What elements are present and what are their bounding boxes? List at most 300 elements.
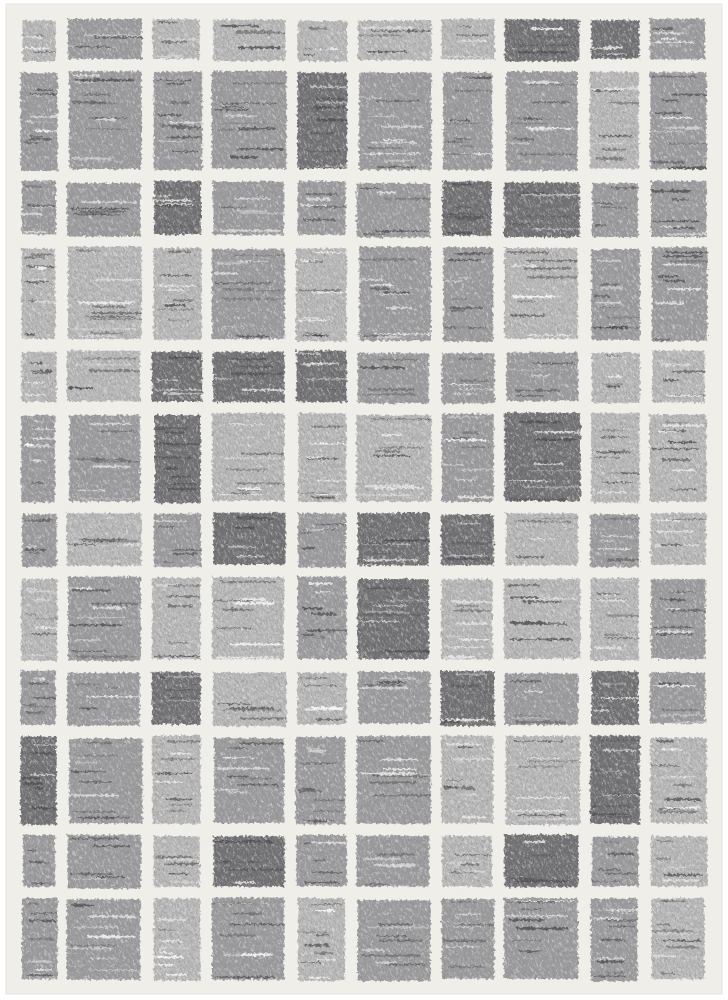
- shag-streak: [93, 461, 140, 462]
- shag-streak: [311, 613, 336, 615]
- shag-streak: [655, 112, 682, 114]
- shag-streak: [597, 961, 625, 963]
- shag-streak: [33, 633, 52, 635]
- shag-streak: [461, 380, 488, 382]
- shag-streak: [592, 90, 620, 91]
- shag-streak: [362, 97, 383, 98]
- shag-streak: [454, 78, 473, 79]
- shag-streak: [32, 883, 47, 885]
- shag-streak: [237, 483, 283, 485]
- rug-tile: [592, 353, 640, 403]
- rug-tile: [21, 671, 56, 725]
- shag-streak: [223, 458, 277, 459]
- shag-streak: [606, 559, 639, 561]
- tile-texture-light: [298, 577, 347, 659]
- shag-streak: [527, 276, 578, 278]
- shag-streak: [604, 634, 623, 636]
- shag-streak: [377, 192, 396, 194]
- shag-streak: [213, 378, 233, 379]
- shag-streak: [448, 214, 487, 215]
- shag-streak: [516, 797, 570, 799]
- shag-streak: [28, 205, 55, 207]
- shag-streak: [220, 934, 256, 936]
- shag-streak: [653, 627, 693, 629]
- shag-streak: [95, 877, 126, 878]
- tile-texture-light: [68, 835, 141, 889]
- shag-streak: [377, 866, 414, 867]
- shag-streak: [514, 715, 543, 716]
- shag-streak: [670, 519, 706, 520]
- shag-streak: [361, 543, 392, 544]
- shag-streak: [161, 41, 187, 43]
- shag-streak: [166, 700, 200, 701]
- shag-streak: [450, 120, 470, 121]
- shag-streak: [525, 691, 545, 693]
- shag-streak: [359, 494, 413, 496]
- shag-streak: [93, 970, 137, 971]
- shag-streak: [316, 389, 346, 390]
- rug-tile: [68, 19, 142, 59]
- shag-streak: [165, 859, 200, 860]
- shag-streak: [360, 279, 384, 281]
- shag-streak: [168, 488, 199, 490]
- shag-streak: [230, 924, 284, 925]
- tile-texture-light: [651, 738, 707, 823]
- shag-streak: [365, 883, 388, 885]
- tile-texture-light: [154, 899, 200, 981]
- shag-streak: [306, 193, 337, 195]
- shag-streak: [368, 927, 429, 928]
- shag-streak: [158, 929, 172, 931]
- shag-streak: [242, 840, 271, 842]
- shag-streak: [29, 920, 56, 922]
- tile-texture-light: [358, 21, 431, 61]
- shag-streak: [214, 273, 238, 275]
- rug-tile: [358, 513, 429, 565]
- shag-streak: [72, 158, 113, 160]
- shag-streak: [595, 224, 607, 226]
- shag-streak: [509, 499, 567, 501]
- shag-streak: [94, 540, 137, 542]
- shag-streak: [453, 253, 487, 255]
- shag-streak: [444, 123, 483, 124]
- shag-streak: [154, 655, 194, 657]
- rug-tile: [591, 20, 639, 59]
- shag-streak: [159, 141, 185, 142]
- shag-streak: [515, 721, 566, 723]
- shag-streak: [527, 335, 573, 336]
- shag-streak: [307, 748, 321, 749]
- shag-streak: [599, 430, 625, 431]
- tile-texture-light: [67, 899, 140, 979]
- shag-streak: [307, 378, 347, 380]
- shag-streak: [453, 542, 493, 544]
- shag-streak: [304, 219, 337, 221]
- shag-streak: [456, 207, 471, 208]
- shag-streak: [609, 187, 638, 189]
- rug-tile: [68, 577, 140, 661]
- rug-tile: [296, 248, 347, 341]
- shag-streak: [602, 795, 639, 796]
- shag-streak: [358, 35, 403, 36]
- shag-streak: [532, 855, 556, 857]
- shag-streak: [376, 854, 415, 856]
- shag-streak: [456, 914, 480, 915]
- shag-streak: [32, 370, 53, 372]
- shag-streak: [516, 556, 544, 558]
- tile-texture-light: [152, 578, 200, 659]
- shag-streak: [165, 689, 200, 690]
- shag-streak: [653, 955, 676, 957]
- shag-streak: [456, 674, 488, 676]
- shag-streak: [359, 188, 381, 189]
- shag-streak: [372, 230, 427, 231]
- shag-streak: [656, 302, 685, 304]
- shag-streak: [303, 335, 329, 336]
- shag-streak: [25, 231, 46, 233]
- rug-tile: [298, 21, 347, 62]
- shag-streak: [511, 810, 571, 812]
- shag-streak: [31, 913, 58, 914]
- shag-streak: [533, 518, 577, 519]
- tile-texture-light: [359, 73, 431, 170]
- shag-streak: [670, 599, 686, 601]
- rug-tile: [67, 351, 140, 401]
- shag-streak: [29, 938, 54, 940]
- tile-texture-light: [590, 72, 639, 169]
- rug-tile: [505, 835, 579, 888]
- shag-streak: [384, 139, 407, 141]
- shag-streak: [457, 40, 487, 42]
- rug-tile: [591, 413, 639, 502]
- shag-streak: [592, 881, 620, 882]
- shag-streak: [297, 678, 328, 679]
- shag-streak: [154, 957, 168, 958]
- shag-streak: [657, 840, 672, 841]
- shag-streak: [92, 603, 137, 605]
- shag-streak: [372, 455, 409, 457]
- tile-texture-light: [651, 837, 708, 887]
- shag-streak: [670, 489, 697, 490]
- shag-streak: [22, 705, 35, 706]
- shag-streak: [600, 437, 630, 438]
- rug-tile: [154, 72, 202, 170]
- shag-streak: [164, 561, 176, 562]
- tile-texture-light: [21, 415, 55, 502]
- shag-streak: [24, 382, 45, 383]
- shag-streak: [86, 129, 133, 130]
- shag-streak: [217, 627, 252, 628]
- shag-streak: [606, 317, 640, 319]
- shag-streak: [155, 200, 191, 202]
- shag-streak: [459, 871, 485, 873]
- rug-tile: [69, 739, 142, 824]
- rug-tile: [298, 513, 346, 567]
- shag-streak: [442, 656, 475, 658]
- shag-streak: [299, 532, 311, 534]
- shag-streak: [448, 384, 481, 385]
- shag-streak: [77, 617, 128, 618]
- shag-streak: [366, 588, 411, 590]
- shag-streak: [515, 389, 560, 391]
- rug-tile: [213, 20, 285, 61]
- shag-streak: [231, 493, 250, 495]
- tile-texture-light: [506, 352, 578, 401]
- shag-streak: [519, 951, 542, 953]
- rug-tile: [155, 415, 201, 503]
- shag-streak: [302, 547, 316, 549]
- shag-streak: [373, 864, 416, 866]
- shag-streak: [507, 584, 541, 586]
- shag-streak: [512, 718, 549, 719]
- rug-tile: [442, 414, 494, 502]
- shag-streak: [92, 306, 127, 308]
- shag-streak: [225, 115, 257, 117]
- shag-streak: [600, 540, 614, 541]
- tile-texture-light: [442, 19, 495, 59]
- tile-texture-light: [442, 414, 494, 502]
- shag-streak: [598, 869, 620, 871]
- shag-streak: [451, 685, 478, 687]
- shag-streak: [78, 336, 117, 337]
- shag-streak: [222, 107, 244, 108]
- shag-streak: [221, 230, 280, 232]
- shag-streak: [34, 421, 45, 422]
- shag-streak: [34, 52, 56, 53]
- shag-streak: [300, 932, 329, 933]
- shag-streak: [603, 482, 634, 483]
- shag-streak: [237, 261, 269, 262]
- shag-streak: [297, 320, 331, 321]
- shag-streak: [597, 260, 621, 262]
- shag-streak: [458, 924, 494, 925]
- shag-streak: [313, 821, 328, 822]
- shag-streak: [72, 590, 111, 592]
- shag-streak: [222, 757, 254, 758]
- shag-streak: [594, 203, 611, 204]
- shag-streak: [32, 207, 54, 208]
- shag-streak: [158, 948, 188, 949]
- shag-streak: [165, 432, 184, 434]
- shag-streak: [167, 137, 202, 139]
- rug-tile: [504, 673, 578, 725]
- shag-streak: [22, 213, 42, 215]
- shag-streak: [532, 461, 563, 462]
- shag-streak: [72, 101, 106, 103]
- shag-streak: [315, 166, 347, 167]
- shag-streak: [386, 307, 412, 309]
- shag-streak: [381, 126, 422, 128]
- shag-streak: [443, 786, 472, 788]
- shag-streak: [311, 904, 342, 905]
- shag-streak: [592, 805, 630, 807]
- shag-streak: [172, 476, 191, 478]
- shag-streak: [27, 712, 45, 714]
- shag-streak: [95, 279, 142, 281]
- shag-streak: [74, 364, 131, 365]
- shag-streak: [317, 480, 346, 481]
- rug-tile: [212, 413, 284, 501]
- rug-tile: [592, 837, 639, 886]
- shag-streak: [651, 765, 679, 766]
- shag-streak: [307, 631, 322, 632]
- rug-tile: [67, 673, 140, 726]
- shag-streak: [29, 683, 49, 685]
- rug-tile: [298, 577, 347, 659]
- shag-streak: [651, 28, 673, 30]
- shag-streak: [214, 657, 274, 659]
- shag-streak: [595, 157, 624, 159]
- tile-texture-light: [67, 183, 140, 236]
- tile-texture-light: [504, 579, 580, 659]
- shag-streak: [516, 928, 568, 930]
- shag-streak: [673, 784, 692, 786]
- shag-streak: [609, 926, 634, 927]
- rug-tile: [69, 415, 140, 502]
- shag-streak: [75, 762, 98, 764]
- shag-streak: [456, 523, 480, 524]
- shag-streak: [165, 83, 185, 84]
- shag-streak: [24, 281, 49, 282]
- shag-streak: [521, 194, 580, 196]
- rug-tile: [505, 19, 580, 61]
- shag-streak: [359, 621, 399, 623]
- rug-tile: [590, 72, 639, 169]
- shag-streak: [316, 959, 336, 961]
- shag-streak: [30, 279, 47, 280]
- shag-streak: [301, 788, 314, 790]
- shag-streak: [380, 759, 417, 761]
- rug-tile: [505, 248, 578, 339]
- shag-streak: [453, 927, 483, 928]
- rug-tile: [441, 579, 492, 659]
- tile-texture-light: [213, 182, 284, 235]
- tile-texture-light: [214, 513, 286, 565]
- shag-streak: [365, 485, 414, 487]
- shag-streak: [172, 553, 197, 555]
- shag-streak: [167, 605, 193, 607]
- shag-streak: [667, 395, 701, 397]
- shag-streak: [652, 131, 685, 132]
- shag-streak: [26, 36, 41, 38]
- shag-streak: [454, 138, 471, 139]
- shag-streak: [32, 438, 54, 440]
- shag-streak: [459, 389, 495, 390]
- rug-tile: [506, 736, 580, 825]
- shag-streak: [164, 676, 200, 678]
- shag-streak: [89, 370, 140, 372]
- shag-streak: [158, 309, 194, 310]
- shag-streak: [239, 598, 267, 600]
- shag-streak: [169, 873, 189, 875]
- shag-streak: [163, 468, 178, 470]
- shag-streak: [516, 395, 544, 397]
- shag-streak: [238, 47, 281, 49]
- shag-streak: [362, 955, 421, 957]
- shag-streak: [374, 450, 400, 452]
- rug-tile: [298, 898, 345, 981]
- shag-streak: [238, 490, 259, 491]
- shag-streak: [603, 750, 637, 752]
- rug-tile: [650, 72, 706, 169]
- shag-streak: [592, 918, 623, 920]
- rug-tile: [505, 413, 581, 501]
- shag-streak: [33, 599, 52, 600]
- rug-tile: [359, 73, 431, 170]
- tile-texture-light: [22, 249, 56, 339]
- shag-streak: [230, 156, 259, 158]
- rug-tile: [358, 672, 430, 724]
- rug-tile: [357, 415, 432, 501]
- rug-tile: [67, 513, 142, 565]
- shag-streak: [364, 858, 400, 860]
- shag-streak: [510, 224, 531, 225]
- shag-streak: [386, 964, 426, 965]
- shag-streak: [304, 685, 336, 686]
- shag-streak: [235, 882, 255, 884]
- tile-texture-light: [504, 898, 578, 979]
- shag-streak: [304, 882, 339, 884]
- shag-streak: [601, 536, 634, 537]
- shag-streak: [460, 447, 489, 449]
- shag-streak: [663, 940, 701, 942]
- shag-streak: [462, 469, 494, 471]
- shag-streak: [361, 772, 417, 774]
- shag-streak: [161, 646, 176, 647]
- shag-streak: [532, 102, 570, 103]
- shag-streak: [507, 369, 541, 370]
- shag-streak: [656, 740, 673, 742]
- shag-streak: [511, 314, 546, 316]
- shag-streak: [225, 469, 268, 471]
- shag-streak: [520, 909, 544, 910]
- rug-tile: [213, 182, 284, 235]
- shag-streak: [315, 494, 341, 495]
- shag-streak: [533, 363, 574, 364]
- shag-streak: [217, 129, 264, 131]
- shag-streak: [599, 135, 633, 137]
- rug-tile: [152, 352, 202, 402]
- shag-streak: [597, 593, 620, 595]
- rug-tile: [590, 514, 639, 567]
- rug-tile: [506, 352, 578, 401]
- shag-streak: [69, 838, 119, 840]
- shag-streak: [230, 424, 265, 425]
- shag-streak: [599, 740, 639, 741]
- shag-streak: [527, 260, 578, 262]
- shag-streak: [673, 371, 705, 373]
- shag-streak: [238, 516, 258, 517]
- shag-streak: [652, 448, 699, 449]
- rug-tile: [213, 673, 287, 727]
- shag-streak: [29, 552, 39, 553]
- shag-streak: [592, 976, 626, 977]
- shag-streak: [219, 903, 268, 904]
- shag-streak: [314, 860, 328, 861]
- shag-streak: [607, 615, 639, 617]
- shag-streak: [215, 109, 250, 111]
- shag-streak: [169, 804, 193, 805]
- shag-streak: [374, 487, 424, 488]
- shag-streak: [302, 607, 323, 609]
- shag-streak: [534, 463, 564, 465]
- shag-streak: [219, 207, 247, 208]
- shag-streak: [236, 709, 282, 711]
- shag-streak: [74, 82, 97, 83]
- shag-streak: [655, 631, 693, 633]
- shag-streak: [667, 867, 686, 868]
- shag-streak: [299, 290, 342, 292]
